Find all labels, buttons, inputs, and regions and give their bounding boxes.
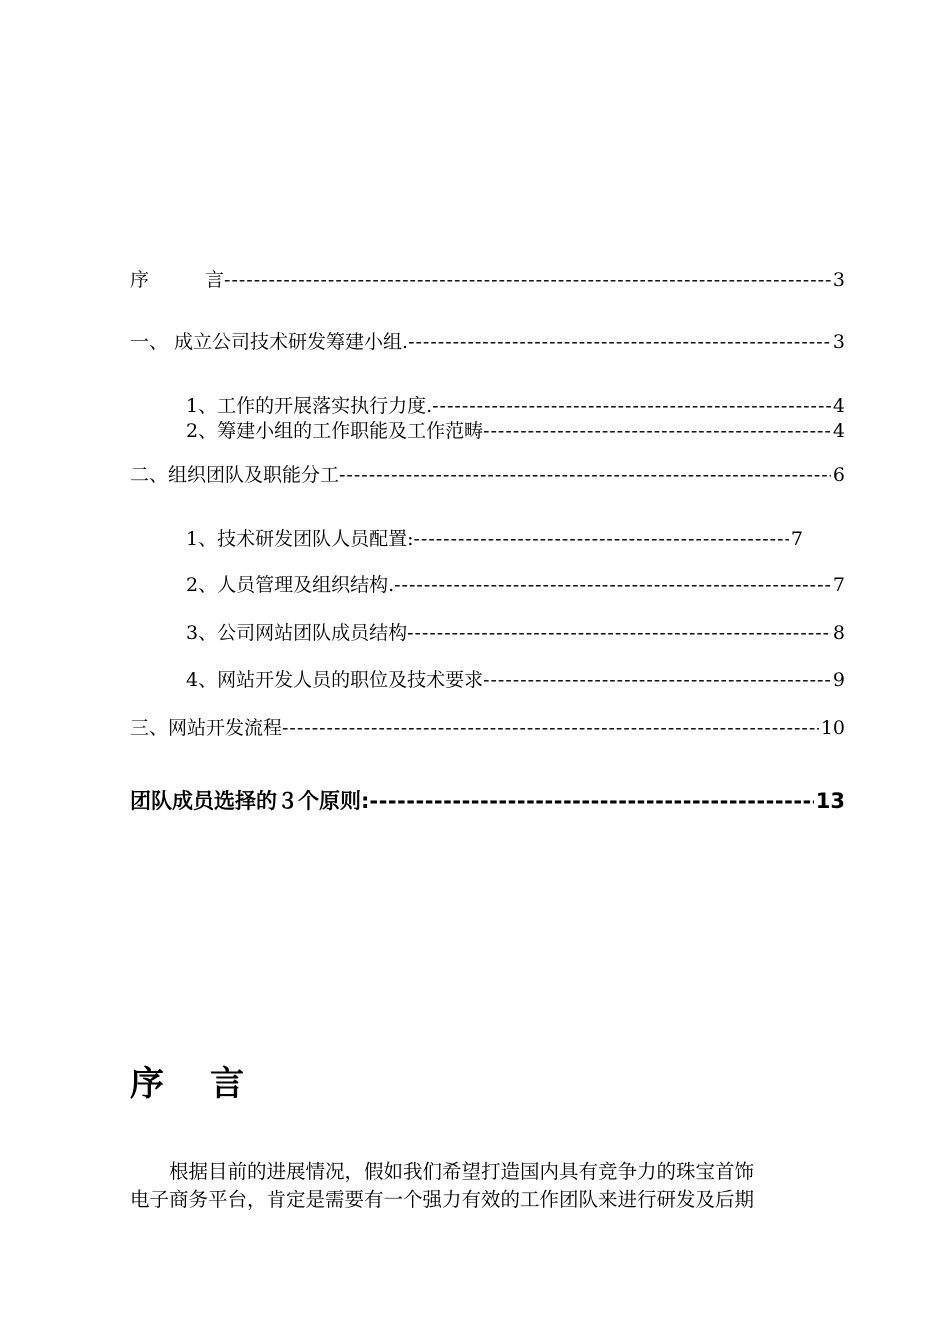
toc-leader bbox=[369, 789, 813, 813]
toc-leader bbox=[407, 621, 831, 645]
toc-page-number: 9 bbox=[832, 669, 845, 691]
toc-page-number: 3 bbox=[832, 269, 845, 291]
toc-entry-label: 序 言 bbox=[130, 269, 225, 291]
toc-page-number: 7 bbox=[790, 528, 803, 550]
toc-entry-preface[interactable] bbox=[130, 268, 845, 292]
toc-entry-label: 3、公司网站团队成员结构 bbox=[186, 622, 408, 644]
toc-leader bbox=[483, 419, 831, 443]
toc-entry-section-3[interactable] bbox=[130, 716, 845, 740]
toc-page-number: 3 bbox=[832, 331, 845, 353]
toc-entry-section-2-4[interactable] bbox=[186, 668, 845, 692]
preface-paragraph-line: 电子商务平台，肯定是需要有一个强力有效的工作团队来进行研发及后期 bbox=[130, 1188, 755, 1211]
toc-entry-section-1-1[interactable] bbox=[186, 394, 845, 418]
toc-leader bbox=[414, 527, 789, 551]
toc-entry-section-2-1[interactable] bbox=[186, 527, 803, 551]
toc-entry-section-2[interactable] bbox=[130, 463, 845, 487]
toc-entry-section-1[interactable] bbox=[130, 330, 845, 354]
toc-entry-label: 一、 成立公司技术研发筹建小组. bbox=[130, 331, 409, 353]
toc-leader bbox=[394, 573, 831, 597]
toc-leader bbox=[282, 716, 819, 740]
toc-entry-label: 三、网站开发流程 bbox=[130, 717, 283, 739]
toc-entry-section-2-2[interactable] bbox=[186, 573, 845, 597]
toc-entry-section-2-3[interactable] bbox=[186, 621, 845, 645]
toc-page-number: 4 bbox=[832, 420, 845, 442]
toc-entry-label: 二、组织团队及职能分工 bbox=[130, 464, 340, 486]
preface-heading: 序 言 bbox=[130, 1064, 244, 1104]
toc-page-number: 4 bbox=[832, 395, 845, 417]
toc-entry-label: 1、工作的开展落实执行力度. bbox=[186, 395, 433, 417]
toc-page-number: 7 bbox=[832, 574, 845, 596]
toc-entry-label: 1、技术研发团队人员配置: bbox=[186, 528, 414, 550]
toc-page-number: 6 bbox=[832, 464, 845, 486]
toc-page-number: 13 bbox=[815, 789, 845, 813]
toc-page-number: 8 bbox=[832, 622, 845, 644]
toc-leader bbox=[224, 268, 831, 292]
toc-entry-label: 2、人员管理及组织结构. bbox=[186, 574, 395, 596]
toc-leader bbox=[408, 330, 831, 354]
toc-leader bbox=[432, 394, 831, 418]
toc-entry-label: 团队成员选择的３个原则: bbox=[130, 789, 370, 813]
toc-page-number: 10 bbox=[820, 717, 845, 739]
toc-entry-section-1-2[interactable] bbox=[186, 419, 845, 443]
toc-entry-team-principles[interactable] bbox=[130, 789, 845, 813]
toc-entry-label: 4、网站开发人员的职位及技术要求 bbox=[186, 669, 484, 691]
preface-paragraph-line: 根据目前的进展情况，假如我们希望打造国内具有竞争力的珠宝首饰 bbox=[130, 1160, 755, 1183]
toc-leader bbox=[483, 668, 831, 692]
toc-leader bbox=[339, 463, 831, 487]
toc-entry-label: 2、筹建小组的工作职能及工作范畴 bbox=[186, 420, 484, 442]
